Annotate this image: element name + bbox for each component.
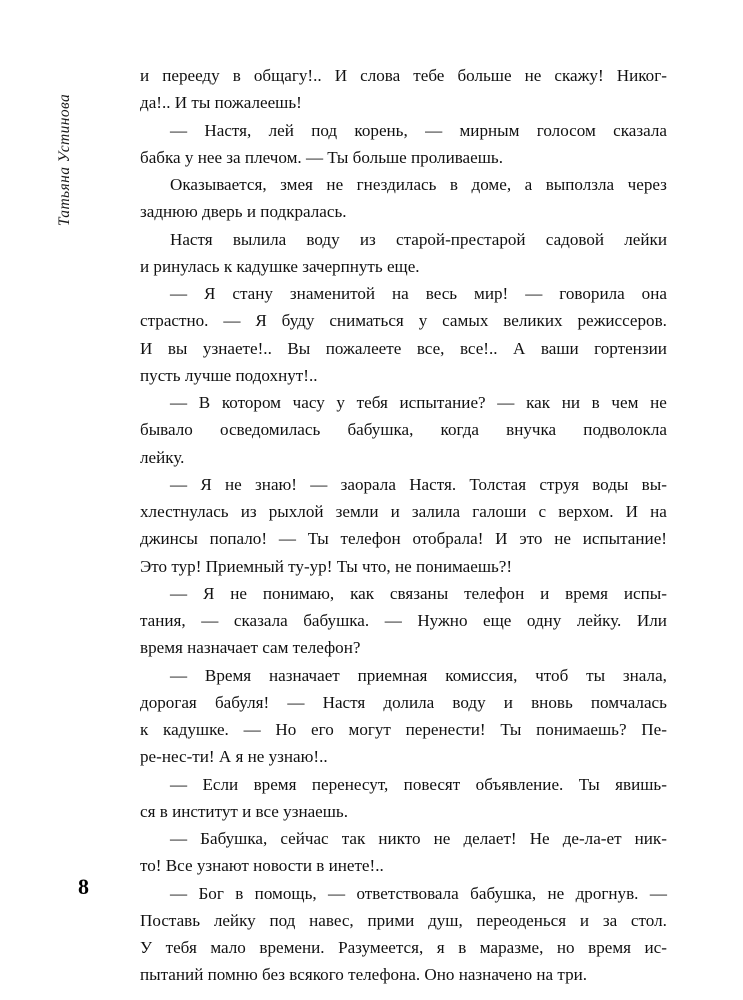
text-line: и ринулась к кадушке зачерпнуть еще. (140, 256, 420, 276)
text-line: время назначает сам телефон? (140, 638, 361, 658)
text-line: хлестнулась из рыхлой земли и залила галоши с верхом. И на (140, 502, 667, 521)
text-line: — Я не понимаю, как связаны телефон и время испы- (170, 583, 667, 603)
text-line: ре-нес-ти! А я не узнаю!.. (140, 747, 328, 767)
text-line: — Если время перенесут, повесят объявление. Ты явишь- (170, 774, 667, 794)
text-line: Настя вылила воду из старой-престарой садовой лейки (170, 229, 667, 249)
paragraph (140, 771, 667, 826)
text-line: — Я не знаю! — заорала Настя. Толстая струя воды вы- (170, 474, 667, 494)
paragraph (140, 280, 667, 389)
text-line: ся в институт и все узнаешь. (140, 801, 349, 821)
text-line: — В котором часу у тебя испытание? — как ни в чем не (170, 393, 667, 412)
text-line: страстно. — Я буду сниматься у самых великих режиссеров. (140, 311, 667, 331)
text-line: — Бог в помощь, — ответствовала бабушка, не дрогнув. — (170, 883, 667, 903)
text-line: Оказывается, змея не гнездилась в доме, а выползла через (170, 175, 667, 194)
text-line: Это тур! Приемный ту-ур! Ты что, не понимаешь?! (140, 556, 513, 576)
running-head-author-label: Татьяна Устинова (56, 93, 73, 227)
text-line: — Бабушка, сейчас так никто не делает! Не де-ла-ет ник- (170, 829, 667, 848)
text-line: — Настя, лей под корень, — мирным голосом сказала (170, 120, 667, 140)
text-line: то! Все узнают новости в инете!.. (140, 856, 384, 876)
body-text-column (140, 62, 667, 989)
paragraph (140, 389, 667, 471)
page-number: 8 (78, 874, 89, 899)
text-line: лейку. (140, 447, 185, 467)
paragraph (140, 880, 667, 989)
text-line: бабка у нее за плечом. — Ты больше проливаешь. (140, 147, 503, 167)
text-line: заднюю дверь и подкралась. (140, 202, 347, 222)
text-line: Поставь лейку под навес, прими душ, переоденься и за стол. (140, 910, 667, 930)
text-line: — Время назначает приемная комиссия, чтоб ты знала, (170, 665, 667, 685)
paragraph (140, 117, 667, 172)
paragraph (140, 580, 667, 662)
text-line: дорогая бабуля! — Настя долила воду и вновь помчалась (140, 692, 667, 712)
text-line: И вы узнаете!.. Вы пожалеете все, все!.. А ваши гортензии (140, 338, 667, 358)
paragraph (140, 171, 667, 226)
paragraph (140, 825, 667, 880)
text-line: и перееду в общагу!.. И слова тебе больше не скажу! Никог- (140, 66, 667, 85)
text-line: У тебя мало времени. Разумеется, я в маразме, но время ис- (140, 938, 667, 957)
paragraph (140, 471, 667, 580)
text-line: пытаний помню без всякого телефона. Оно назначено на три. (140, 965, 588, 985)
text-line: тания, — сказала бабушка. — Нужно еще одну лейку. Или (140, 611, 667, 630)
text-line: джинсы попало! — Ты телефон отобрала! И это не испытание! (140, 529, 667, 549)
text-line: да!.. И ты пожалеешь! (140, 93, 302, 113)
paragraph (140, 662, 667, 771)
text-line: — Я стану знаменитой на весь мир! — говорила она (170, 284, 667, 303)
paragraph (140, 226, 667, 281)
text-line: пусть лучше подохнут!.. (140, 365, 318, 385)
paragraph (140, 62, 667, 117)
text-line: бывало осведомилась бабушка, когда внучка подволокла (140, 420, 667, 440)
text-line: к кадушке. — Но его могут перенести! Ты понимаешь? Пе- (140, 720, 667, 739)
running-head-author (0, 60, 130, 260)
